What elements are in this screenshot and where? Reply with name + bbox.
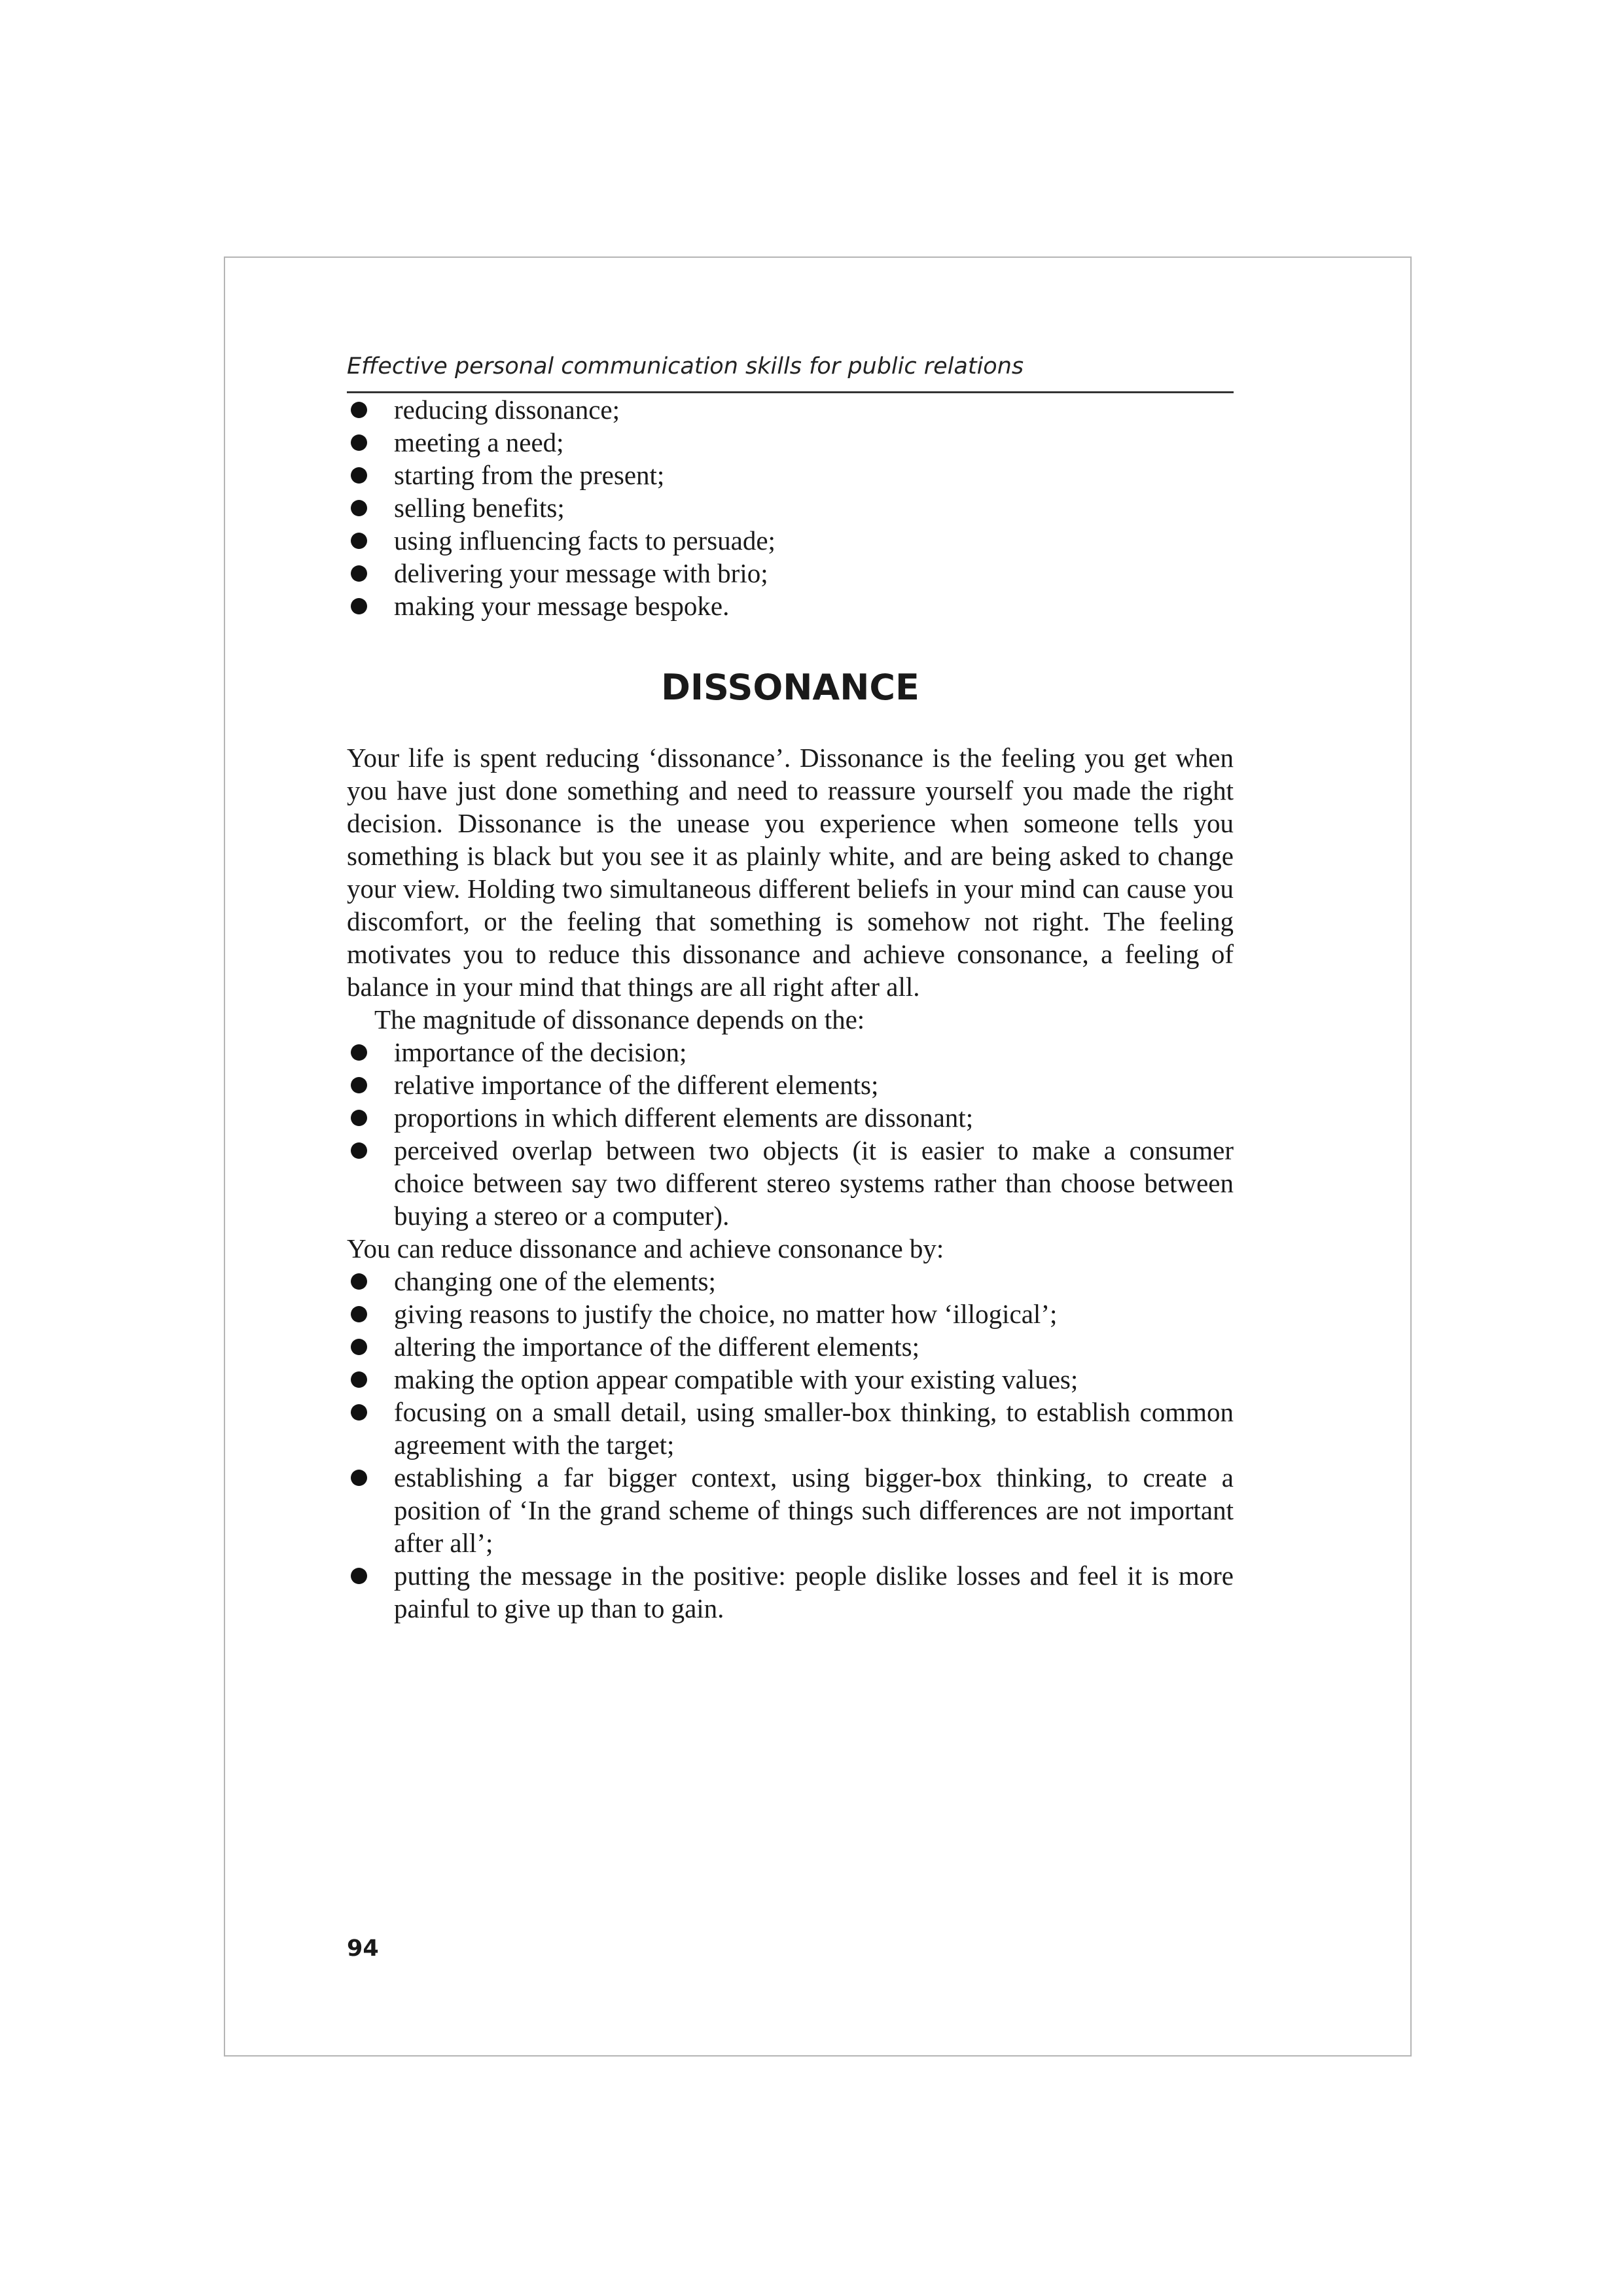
list-item bbox=[347, 1559, 1234, 1625]
list-item bbox=[347, 1363, 1234, 1396]
list-item bbox=[347, 491, 1234, 524]
list-item bbox=[347, 590, 1234, 622]
bullet-icon bbox=[351, 467, 367, 484]
list-item-text: putting the message in the positive: people dislike losses and feel it is more painful to give up than to gain. bbox=[394, 1561, 1234, 1623]
list-item bbox=[347, 1461, 1234, 1559]
list-item-text: starting from the present; bbox=[394, 460, 665, 490]
running-head: Effective personal communication skills for public relations bbox=[347, 347, 1234, 393]
page-content bbox=[347, 347, 1234, 1625]
page-number: 94 bbox=[347, 1935, 379, 1962]
list-item bbox=[347, 459, 1234, 491]
reduce-list bbox=[347, 1265, 1234, 1625]
bullet-icon bbox=[351, 1273, 367, 1290]
bullet-icon bbox=[351, 1142, 367, 1159]
list-item bbox=[347, 1101, 1234, 1134]
list-item-text: giving reasons to justify the choice, no matter how ‘illogical’; bbox=[394, 1299, 1058, 1329]
list-item-text: focusing on a small detail, using smaller-box thinking, to establish common agreement with the target; bbox=[394, 1397, 1234, 1460]
bullet-icon bbox=[351, 533, 367, 549]
bullet-icon bbox=[351, 565, 367, 582]
list-item-text: reducing dissonance; bbox=[394, 395, 620, 425]
magnitude-list bbox=[347, 1036, 1234, 1232]
list-item-text: proportions in which different elements are dissonant; bbox=[394, 1103, 974, 1133]
list-item bbox=[347, 1330, 1234, 1363]
list-item-text: importance of the decision; bbox=[394, 1037, 687, 1067]
list-item-text: delivering your message with brio; bbox=[394, 558, 768, 588]
list-item bbox=[347, 557, 1234, 590]
list-item bbox=[347, 524, 1234, 557]
list-item-text: making the option appear compatible with your existing values; bbox=[394, 1364, 1079, 1394]
bullet-icon bbox=[351, 1339, 367, 1355]
list-item-text: making your message bespoke. bbox=[394, 591, 730, 621]
list-item-text: using influencing facts to persuade; bbox=[394, 525, 776, 556]
bullet-icon bbox=[351, 1371, 367, 1388]
list-item-text: meeting a need; bbox=[394, 427, 564, 457]
bullet-icon bbox=[351, 500, 367, 516]
list-item bbox=[347, 1134, 1234, 1232]
list-item bbox=[347, 1036, 1234, 1069]
body-paragraph: Your life is spent reducing ‘dissonance’. Dissonance is the feeling you get when you have just done something and need to reassure yourself you made the right decision. Dissonance is the unease you experience when someone tells you something is black but you see it as plainly white, and are being asked to change your view. Holding two simultaneous different beliefs in your mind can cause you discomfort, or the feeling that something is somehow not right. The feeling motivates you to reduce this dissonance and achieve consonance, a feeling of balance in your mind that things are all right after all. bbox=[347, 743, 1234, 1002]
list-item-text: relative importance of the different elements; bbox=[394, 1070, 879, 1100]
bullet-icon bbox=[351, 402, 367, 418]
list-item bbox=[347, 1298, 1234, 1330]
list-item bbox=[347, 1069, 1234, 1101]
bullet-icon bbox=[351, 1568, 367, 1584]
bullet-icon bbox=[351, 1110, 367, 1126]
list-item-text: altering the importance of the different elements; bbox=[394, 1332, 919, 1362]
list-item bbox=[347, 426, 1234, 459]
list-item-text: selling benefits; bbox=[394, 493, 565, 523]
bullet-icon bbox=[351, 1044, 367, 1061]
body-paragraph: The magnitude of dissonance depends on the: bbox=[374, 1004, 865, 1034]
bullet-icon bbox=[351, 1306, 367, 1322]
bullet-icon bbox=[351, 1077, 367, 1093]
body-paragraph: You can reduce dissonance and achieve consonance by: bbox=[347, 1233, 944, 1263]
list-item-text: establishing a far bigger context, using bigger-box thinking, to create a position of ‘In the grand scheme of things such differences are not important after all’; bbox=[394, 1462, 1234, 1558]
bullet-icon bbox=[351, 434, 367, 451]
section-title: DISSONANCE bbox=[661, 667, 919, 708]
list-item bbox=[347, 1265, 1234, 1298]
bullet-icon bbox=[351, 598, 367, 614]
list-item bbox=[347, 393, 1234, 426]
list-item-text: perceived overlap between two objects (it is easier to make a consumer choice between say two different stereo systems rather than choose between buying a stereo or a computer). bbox=[394, 1135, 1234, 1231]
list-item-text: changing one of the elements; bbox=[394, 1266, 716, 1296]
bullet-icon bbox=[351, 1470, 367, 1486]
intro-list bbox=[347, 393, 1234, 622]
bullet-icon bbox=[351, 1404, 367, 1421]
list-item bbox=[347, 1396, 1234, 1461]
